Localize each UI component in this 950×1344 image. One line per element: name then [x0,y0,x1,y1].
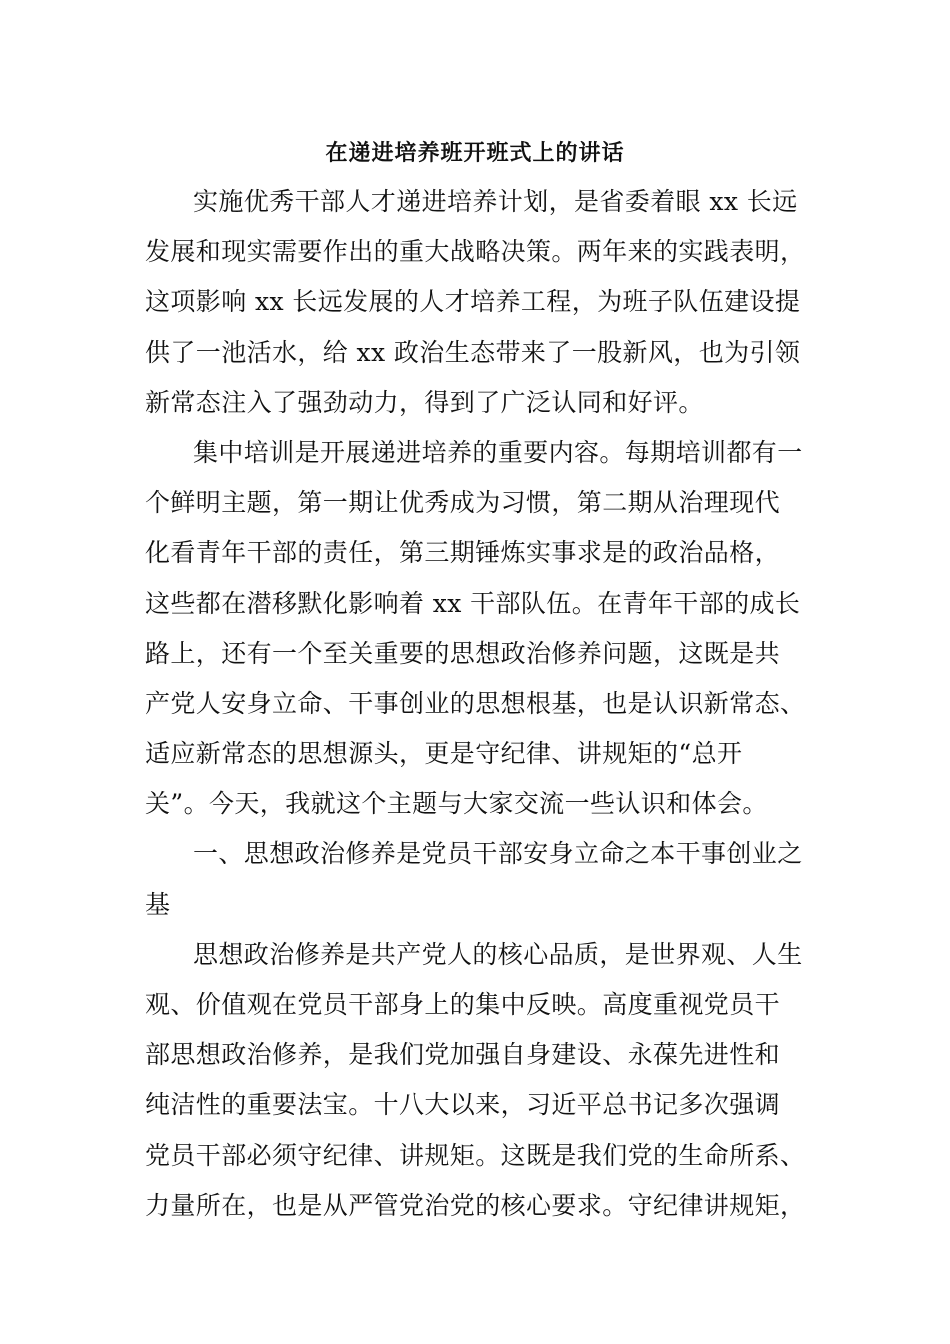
text-line: 关”。今天，我就这个主题与大家交流一些认识和体会。 [145,789,768,819]
text-line: 发展和现实需要作出的重大战略决策。两年来的实践表明， [145,237,806,267]
text-line: 实施优秀干部人才递进培养计划，是省委着眼 xx 长远 [193,187,798,216]
document-title: 在递进培养班开班式上的讲话 [325,140,625,166]
text-line: 基 [145,889,171,919]
paragraph [145,180,815,431]
text-line: 个鲜明主题，第一期让优秀成为习惯，第二期从治理现代 [145,488,781,518]
document-body [145,180,815,1234]
paragraph [145,933,815,1234]
text-line: 一、思想政治修养是党员干部安身立命之本干事创业之 [193,839,803,869]
text-line: 部思想政治修养，是我们党加强自身建设、永葆先进性和 [145,1040,781,1070]
text-line: 集中培训是开展递进培养的重要内容。每期培训都有一 [193,437,803,467]
text-line: 党员干部必须守纪律、讲规矩。这既是我们党的生命所系、 [145,1140,806,1170]
text-line: 力量所在，也是从严管党治党的核心要求。守纪律讲规矩， [145,1190,806,1220]
text-line: 路上，还有一个至关重要的思想政治修养问题，这既是共 [145,638,781,668]
text-line: 这项影响 xx 长远发展的人才培养工程，为班子队伍建设提 [145,287,801,317]
text-line: 适应新常态的思想源头，更是守纪律、讲规矩的“总开 [145,739,743,769]
text-line: 观、价值观在党员干部身上的集中反映。高度重视党员干 [145,990,781,1019]
text-line: 纯洁性的重要法宝。十八大以来，习近平总书记多次强调 [145,1090,781,1120]
text-line: 思想政治修养是共产党人的核心品质，是世界观、人生 [193,939,803,969]
text-line: 化看青年干部的责任，第三期锤炼实事求是的政治品格， [145,538,781,568]
text-line: 产党人安身立命、干事创业的思想根基，也是认识新常态、 [145,688,806,718]
paragraph [145,431,815,833]
text-line: 这些都在潜移默化影响着 xx 干部队伍。在青年干部的成长 [145,588,801,618]
text-line: 供了一池活水，给 xx 政治生态带来了一股新风，也为引领 [145,337,801,367]
section-heading [145,832,815,932]
text-line: 新常态注入了强劲动力，得到了广泛认同和好评。 [145,387,704,417]
